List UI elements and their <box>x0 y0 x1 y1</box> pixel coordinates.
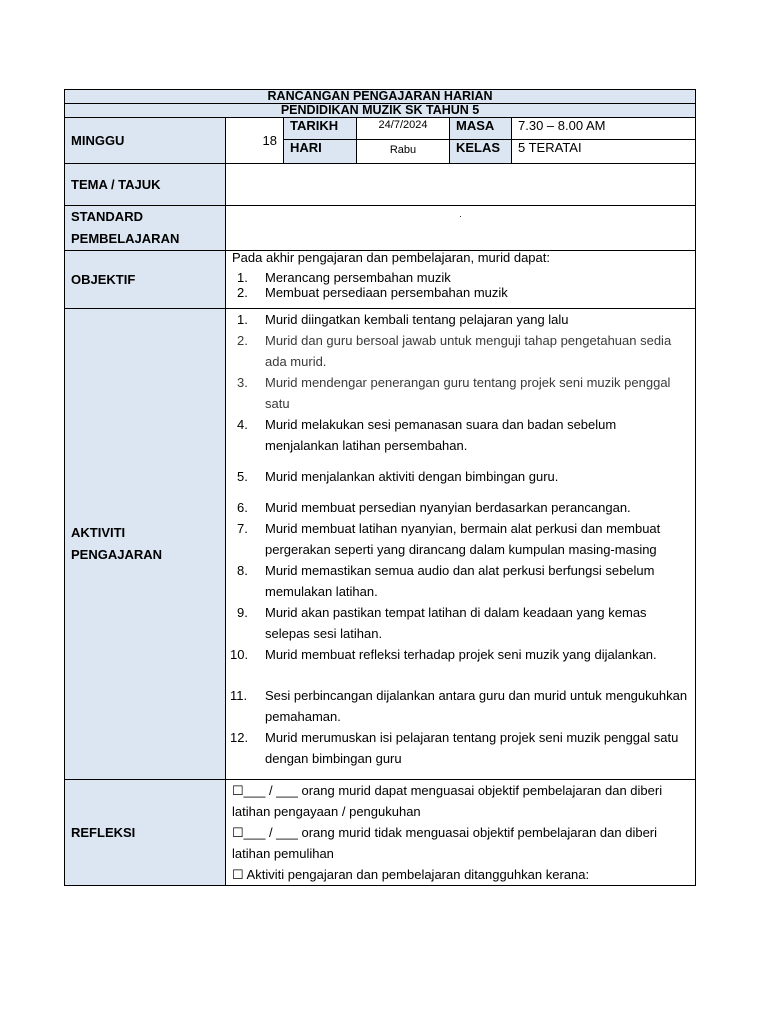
objektif-item <box>226 270 695 285</box>
refleksi-line-master-b: latihan pengayaan / pengukuhan <box>232 804 421 819</box>
item-number: 9. <box>237 605 248 620</box>
refleksi-line-remedial-b: latihan pemulihan <box>232 846 334 861</box>
aktiviti-item <box>226 466 695 487</box>
aktiviti-item <box>226 497 695 518</box>
item-number: 12. <box>230 730 249 745</box>
objektif-item <box>226 285 695 300</box>
hari-value: Rabu <box>357 140 450 164</box>
aktiviti-list <box>226 309 695 769</box>
item-number: 7. <box>237 521 248 536</box>
item-text: Murid membuat refleksi terhadap projek seni muzik yang dijalankan. <box>265 647 657 662</box>
aktiviti-item <box>226 644 695 665</box>
item-number: 8. <box>237 563 248 578</box>
item-number: 2. <box>237 285 248 300</box>
tema-label: TEMA / TAJUK <box>65 164 226 206</box>
aktiviti-label-line2: PENGAJARAN <box>71 547 163 562</box>
tema-value <box>226 164 696 206</box>
aktiviti-label-line1: AKTIVITI <box>71 525 126 540</box>
aktiviti-item <box>226 330 695 372</box>
item-number: 11. <box>230 688 248 703</box>
standard-value: . <box>226 206 696 251</box>
objektif-list <box>226 270 695 300</box>
item-number: 3. <box>237 375 248 390</box>
aktiviti-content <box>226 309 696 780</box>
standard-row <box>65 206 696 251</box>
item-number: 1. <box>237 270 248 285</box>
document-subtitle: PENDIDIKAN MUZIK SK TAHUN 5 <box>65 104 696 118</box>
aktiviti-item <box>226 518 695 560</box>
minggu-label: MINGGU <box>65 118 226 164</box>
tarikh-label: TARIKH <box>284 118 357 140</box>
item-text: Murid diingatkan kembali tentang pelajaran yang lalu <box>265 312 569 327</box>
item-text: Murid akan pastikan tempat latihan di dalam keadaan yang kemas selepas sesi latihan. <box>265 605 647 641</box>
item-text: Sesi perbincangan dijalankan antara guru dan murid untuk mengukuhkan pemahaman. <box>265 688 688 724</box>
item-text: Murid merumuskan isi pelajaran tentang projek seni muzik penggal satu dengan bimbingan guru <box>265 730 679 766</box>
item-text: Murid melakukan sesi pemanasan suara dan badan sebelum menjalankan latihan persembahan. <box>265 417 617 453</box>
aktiviti-item <box>226 372 695 414</box>
refleksi-line-remedial-a: ☐___ / ___ orang murid tidak menguasai objektif pembelajaran dan diberi <box>232 825 658 840</box>
standard-label <box>65 206 226 251</box>
aktiviti-item <box>226 309 695 330</box>
aktiviti-label <box>65 309 226 780</box>
aktiviti-row <box>65 309 696 780</box>
item-text: Murid mendengar penerangan guru tentang projek seni muzik penggal satu <box>265 375 671 411</box>
item-text: Merancang persembahan muzik <box>265 270 451 285</box>
item-number: 2. <box>237 333 248 348</box>
refleksi-line-postponed: ☐ Aktiviti pengajaran dan pembelajaran ditangguhkan kerana: <box>232 867 590 882</box>
item-number: 1. <box>237 312 248 327</box>
objektif-content <box>226 251 696 309</box>
kelas-label: KELAS <box>450 140 512 164</box>
masa-label: MASA <box>450 118 512 140</box>
aktiviti-item <box>226 727 695 769</box>
item-text: Murid membuat persedian nyanyian berdasarkan perancangan. <box>265 500 631 515</box>
item-number: 6. <box>237 500 248 515</box>
aktiviti-item <box>226 602 695 644</box>
kelas-value: 5 TERATAI <box>512 140 696 164</box>
refleksi-line-master-a: ☐___ / ___ orang murid dapat menguasai objektif pembelajaran dan diberi <box>232 783 663 798</box>
subtitle-row <box>65 104 696 118</box>
item-text: Membuat persediaan persembahan muzik <box>265 285 508 300</box>
standard-label-line1: STANDARD <box>71 209 143 224</box>
aktiviti-item <box>226 685 695 727</box>
standard-label-line2: PEMBELAJARAN <box>71 231 180 246</box>
hari-label: HARI <box>284 140 357 164</box>
aktiviti-item <box>226 414 695 456</box>
item-number: 10. <box>230 647 249 662</box>
item-text: Murid menjalankan aktiviti dengan bimbingan guru. <box>265 469 559 484</box>
objektif-label: OBJEKTIF <box>65 251 226 309</box>
minggu-value: 18 <box>226 118 284 164</box>
lesson-plan-document <box>64 89 695 886</box>
tarikh-value: 24/7/2024 <box>357 118 450 140</box>
aktiviti-item <box>226 560 695 602</box>
title-row <box>65 90 696 104</box>
document-title: RANCANGAN PENGAJARAN HARIAN <box>65 90 696 104</box>
item-number: 5. <box>237 469 248 484</box>
item-number: 4. <box>237 417 248 432</box>
item-text: Murid memastikan semua audio dan alat perkusi berfungsi sebelum memulakan latihan. <box>265 563 655 599</box>
objektif-row <box>65 251 696 309</box>
tema-row <box>65 164 696 206</box>
refleksi-content <box>226 780 696 886</box>
info-row-1 <box>65 118 696 140</box>
objektif-intro: Pada akhir pengajaran dan pembelajaran, murid dapat: <box>232 250 550 265</box>
refleksi-row <box>65 780 696 886</box>
lesson-plan-table <box>64 89 696 886</box>
item-text: Murid membuat latihan nyanyian, bermain alat perkusi dan membuat pergerakan seperti yang dirancang dalam kumpulan masing-masing <box>265 521 661 557</box>
masa-value: 7.30 – 8.00 AM <box>512 118 696 140</box>
refleksi-label: REFLEKSI <box>65 780 226 886</box>
item-text: Murid dan guru bersoal jawab untuk menguji tahap pengetahuan sedia ada murid. <box>265 333 672 369</box>
